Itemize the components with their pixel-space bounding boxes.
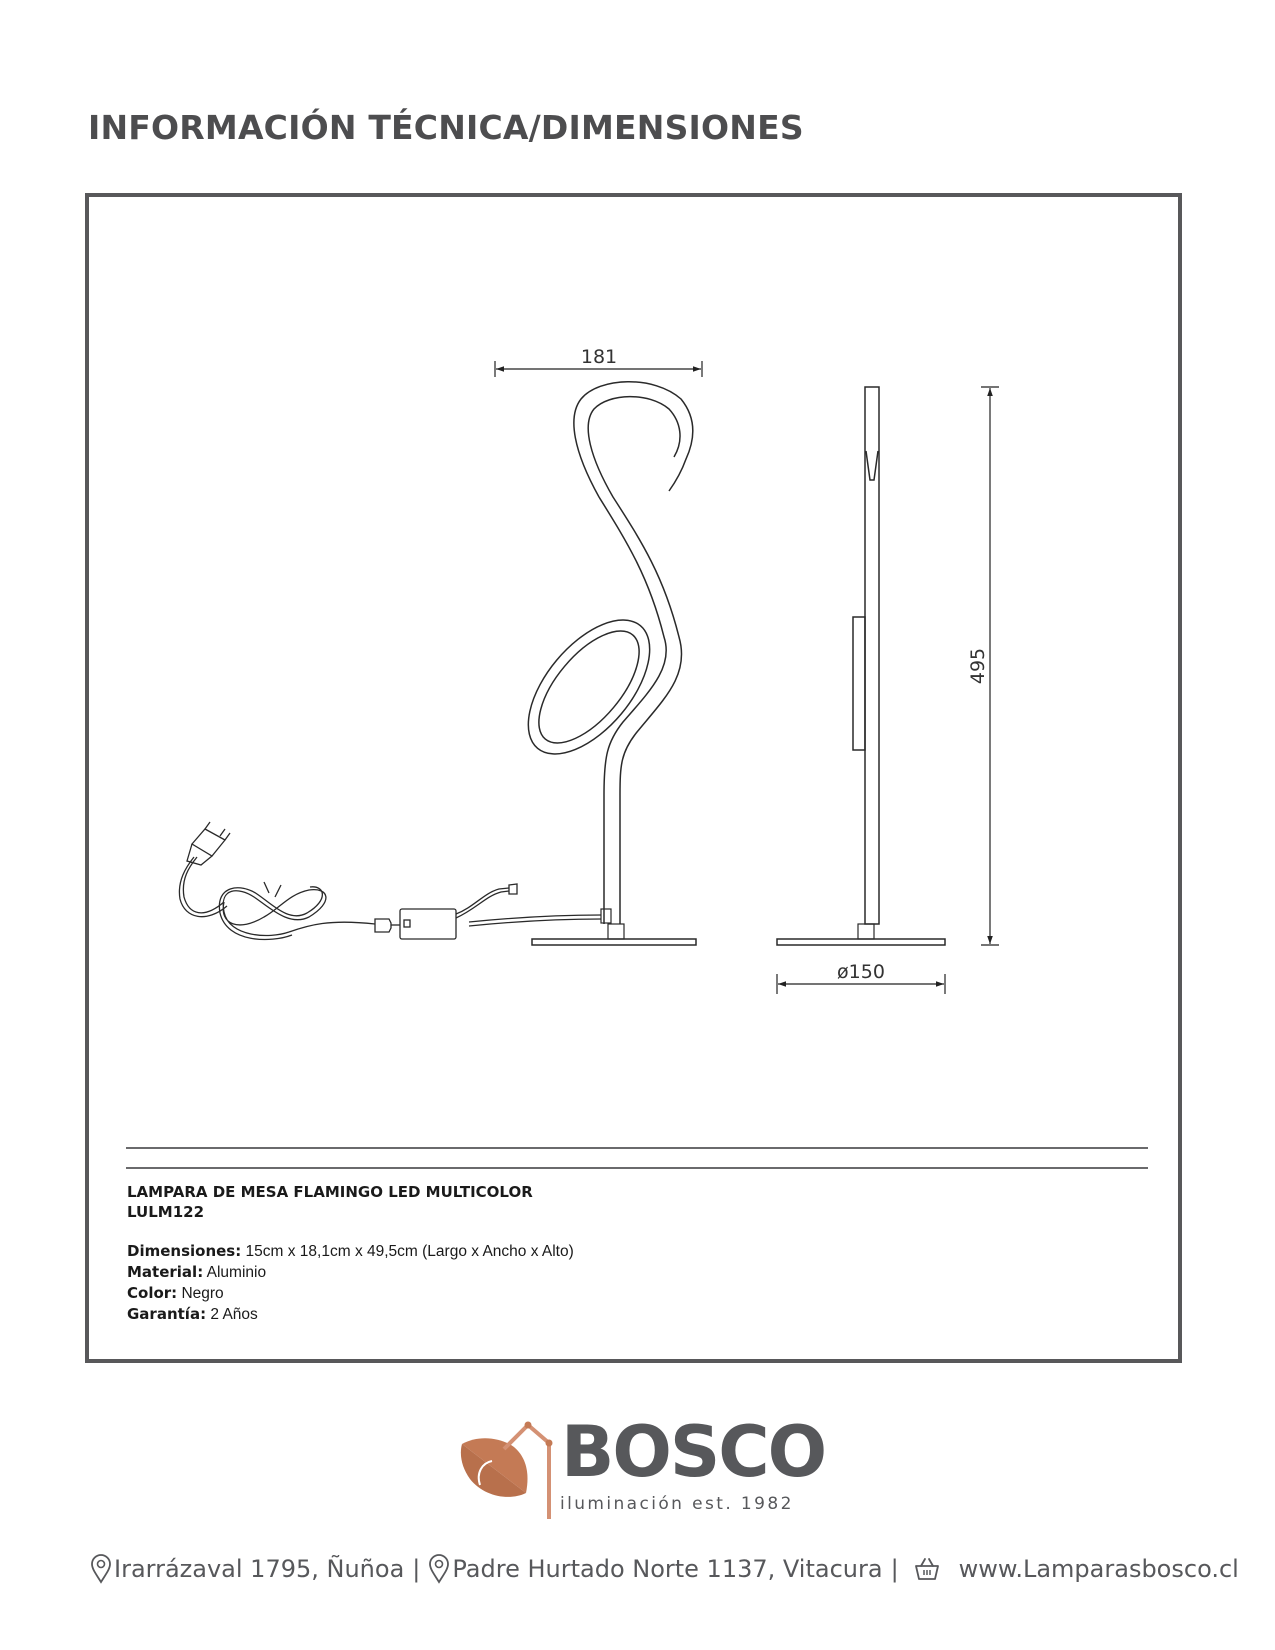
spec-row-color — [127, 1283, 574, 1304]
footer-separator: | — [412, 1555, 421, 1583]
height-dimension-label: 495 — [967, 647, 989, 685]
shopping-basket-icon — [913, 1555, 941, 1583]
address-nunoa: Irarrázaval 1795, Ñuñoa — [114, 1555, 405, 1583]
spec-label: Color: — [127, 1284, 178, 1302]
flamingo-lamp-front-view — [505, 382, 696, 945]
spec-value: Negro — [177, 1285, 224, 1302]
power-cable-adapter — [179, 822, 601, 940]
spec-value: Aluminio — [203, 1264, 267, 1281]
product-info — [127, 1182, 574, 1325]
width-dimension-label: 181 — [580, 346, 618, 368]
lamp-logo-icon — [458, 1415, 568, 1525]
brand-name: BOSCO — [561, 1411, 826, 1493]
spec-list — [127, 1241, 574, 1325]
location-pin-icon — [428, 1554, 450, 1584]
page-title: INFORMACIÓN TÉCNICA/DIMENSIONES — [88, 108, 804, 147]
base-diameter-dimension — [777, 961, 945, 994]
product-name: LAMPARA DE MESA FLAMINGO LED MULTICOLOR — [127, 1183, 533, 1201]
spec-value: 15cm x 18,1cm x 49,5cm (Largo x Ancho x Alto) — [241, 1243, 574, 1260]
product-code: LULM122 — [127, 1203, 204, 1221]
technical-sheet-frame — [85, 193, 1182, 1363]
spec-value: 2 Años — [206, 1306, 258, 1323]
spec-row-warranty — [127, 1304, 574, 1325]
footer-separator: | — [890, 1555, 899, 1583]
footer — [90, 1549, 1239, 1589]
address-vitacura: Padre Hurtado Norte 1137, Vitacura — [452, 1555, 883, 1583]
divider-line — [126, 1167, 1148, 1169]
technical-drawing — [89, 197, 1179, 1097]
base-diameter-label: ø150 — [837, 961, 885, 983]
width-dimension — [495, 346, 702, 377]
website-link[interactable]: www.Lamparasbosco.cl — [958, 1555, 1239, 1583]
flamingo-lamp-side-view — [777, 387, 945, 945]
spec-label: Material: — [127, 1263, 204, 1281]
spec-label: Dimensiones: — [127, 1242, 242, 1260]
brand-tagline: iluminación est. 1982 — [560, 1494, 794, 1514]
divider-line — [126, 1147, 1148, 1149]
height-dimension — [967, 387, 999, 945]
spec-row-material — [127, 1262, 574, 1283]
spec-label: Garantía: — [127, 1305, 207, 1323]
spec-row-dimensions — [127, 1241, 574, 1262]
location-pin-icon — [90, 1554, 112, 1584]
brand-logo — [458, 1411, 858, 1525]
